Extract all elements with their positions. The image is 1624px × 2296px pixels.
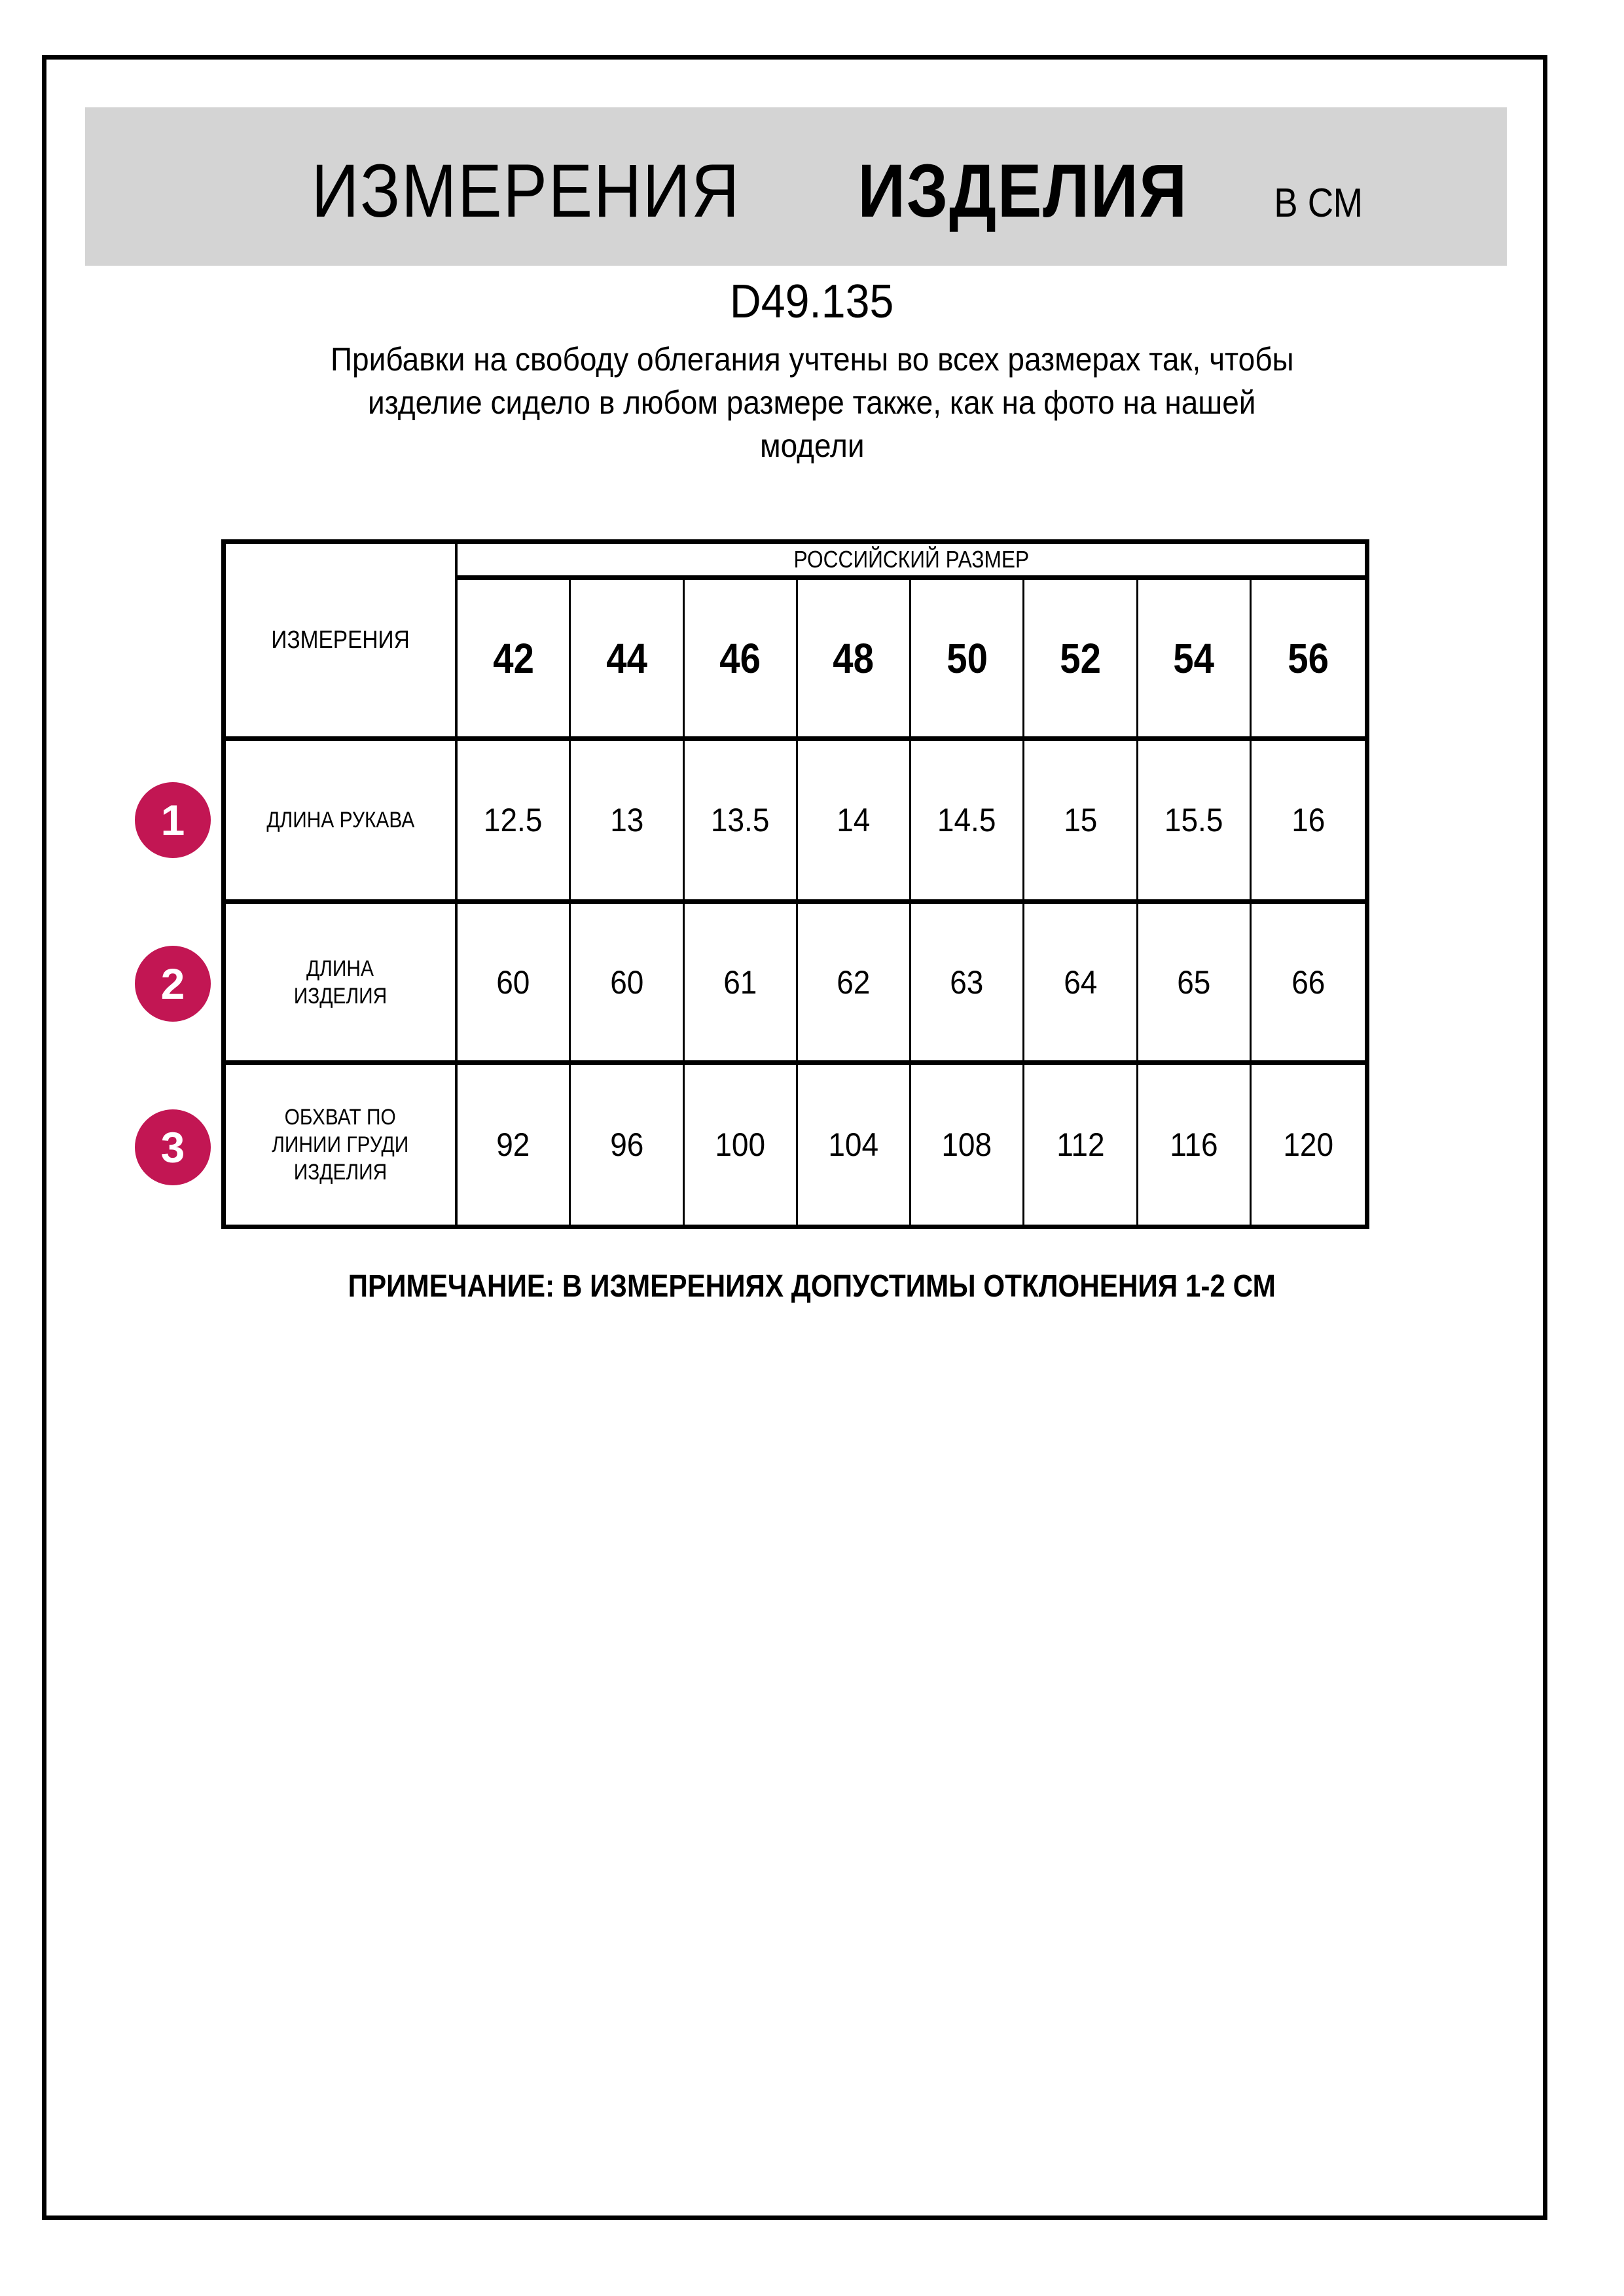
value-cell: 66 [1252,904,1365,1065]
value-cell: 120 [1282,1126,1333,1163]
product-code [0,275,1624,329]
value-cell: 112 [1024,1065,1138,1225]
intro-paragraph [0,338,1624,467]
row-marker-2-number: 2 [160,960,185,1008]
page-title-word-izdeliya: ИЗДЕЛИЯ [857,149,1188,233]
value-cell: 15 [1024,741,1138,904]
intro-line: изделие сидело в любом размере также, как на фото на нашей [368,384,1256,421]
title-bar [85,107,1507,266]
value-cell: 13 [571,741,684,904]
value-cell: 62 [798,904,911,1065]
intro-line: модели [759,427,865,464]
row-label-chest-girth: ОБХВАТ ПО ЛИНИИ ГРУДИ ИЗДЕЛИЯ [226,1065,458,1225]
size-header-cell: 50 [911,580,1024,741]
value-cell: 12.5 [458,741,571,904]
size-header-cell: 56 [1252,580,1365,741]
row-label-garment-length: ДЛИНА ИЗДЕЛИЯ [226,904,458,1065]
row-label-sleeve-length: ДЛИНА РУКАВА [226,741,458,904]
size-header-cell: 44 [571,580,684,741]
value-cell: 60 [458,904,571,1065]
value-cell: 64 [1024,904,1138,1065]
value-cell: 13.5 [685,741,798,904]
size-table [221,539,1369,1229]
value-cell: 14 [798,741,911,904]
value-cell: 104 [798,1065,911,1225]
value-cell: 61 [685,904,798,1065]
value-cell: 14.5 [911,741,1024,904]
size-header-cell: 48 [798,580,911,741]
value-cell: 100 [685,1065,798,1225]
size-header-cell: 46 [685,580,798,741]
size-header-cell: 52 [1024,580,1138,741]
value-cell: 108 [911,1065,1024,1225]
tolerance-note: ПРИМЕЧАНИЕ: В ИЗМЕРЕНИЯХ ДОПУСТИМЫ ОТКЛОНЕНИЯ 1-2 СМ [348,1269,1276,1304]
value-cell: 65 [1138,904,1252,1065]
page-title-word-izmereniya: ИЗМЕРЕНИЯ [311,149,740,233]
row-marker-2 [135,946,211,1022]
row-marker-3-number: 3 [160,1123,185,1172]
row-marker-3 [135,1109,211,1185]
value-cell: 60 [571,904,684,1065]
size-header-cell: 54 [1138,580,1252,741]
product-code-text: D49.135 [730,276,894,328]
value-cell: 92 [458,1065,571,1225]
page-title-unit: В СМ [1274,181,1363,226]
value-cell: 15.5 [1138,741,1252,904]
value-cell: 96 [571,1065,684,1225]
value-cell: 63 [911,904,1024,1065]
row-marker-1 [135,782,211,858]
size-header-cell: 42 [458,580,571,741]
table-group-header-russian-size: РОССИЙСКИЙ РАЗМЕР [458,544,1365,580]
value-cell: 116 [1138,1065,1252,1225]
row-marker-1-number: 1 [160,796,185,844]
value-cell: 16 [1252,741,1365,904]
table-corner-header: ИЗМЕРЕНИЯ [226,544,458,741]
intro-line: Прибавки на свободу облегания учтены во всех размерах так, чтобы [330,341,1294,378]
